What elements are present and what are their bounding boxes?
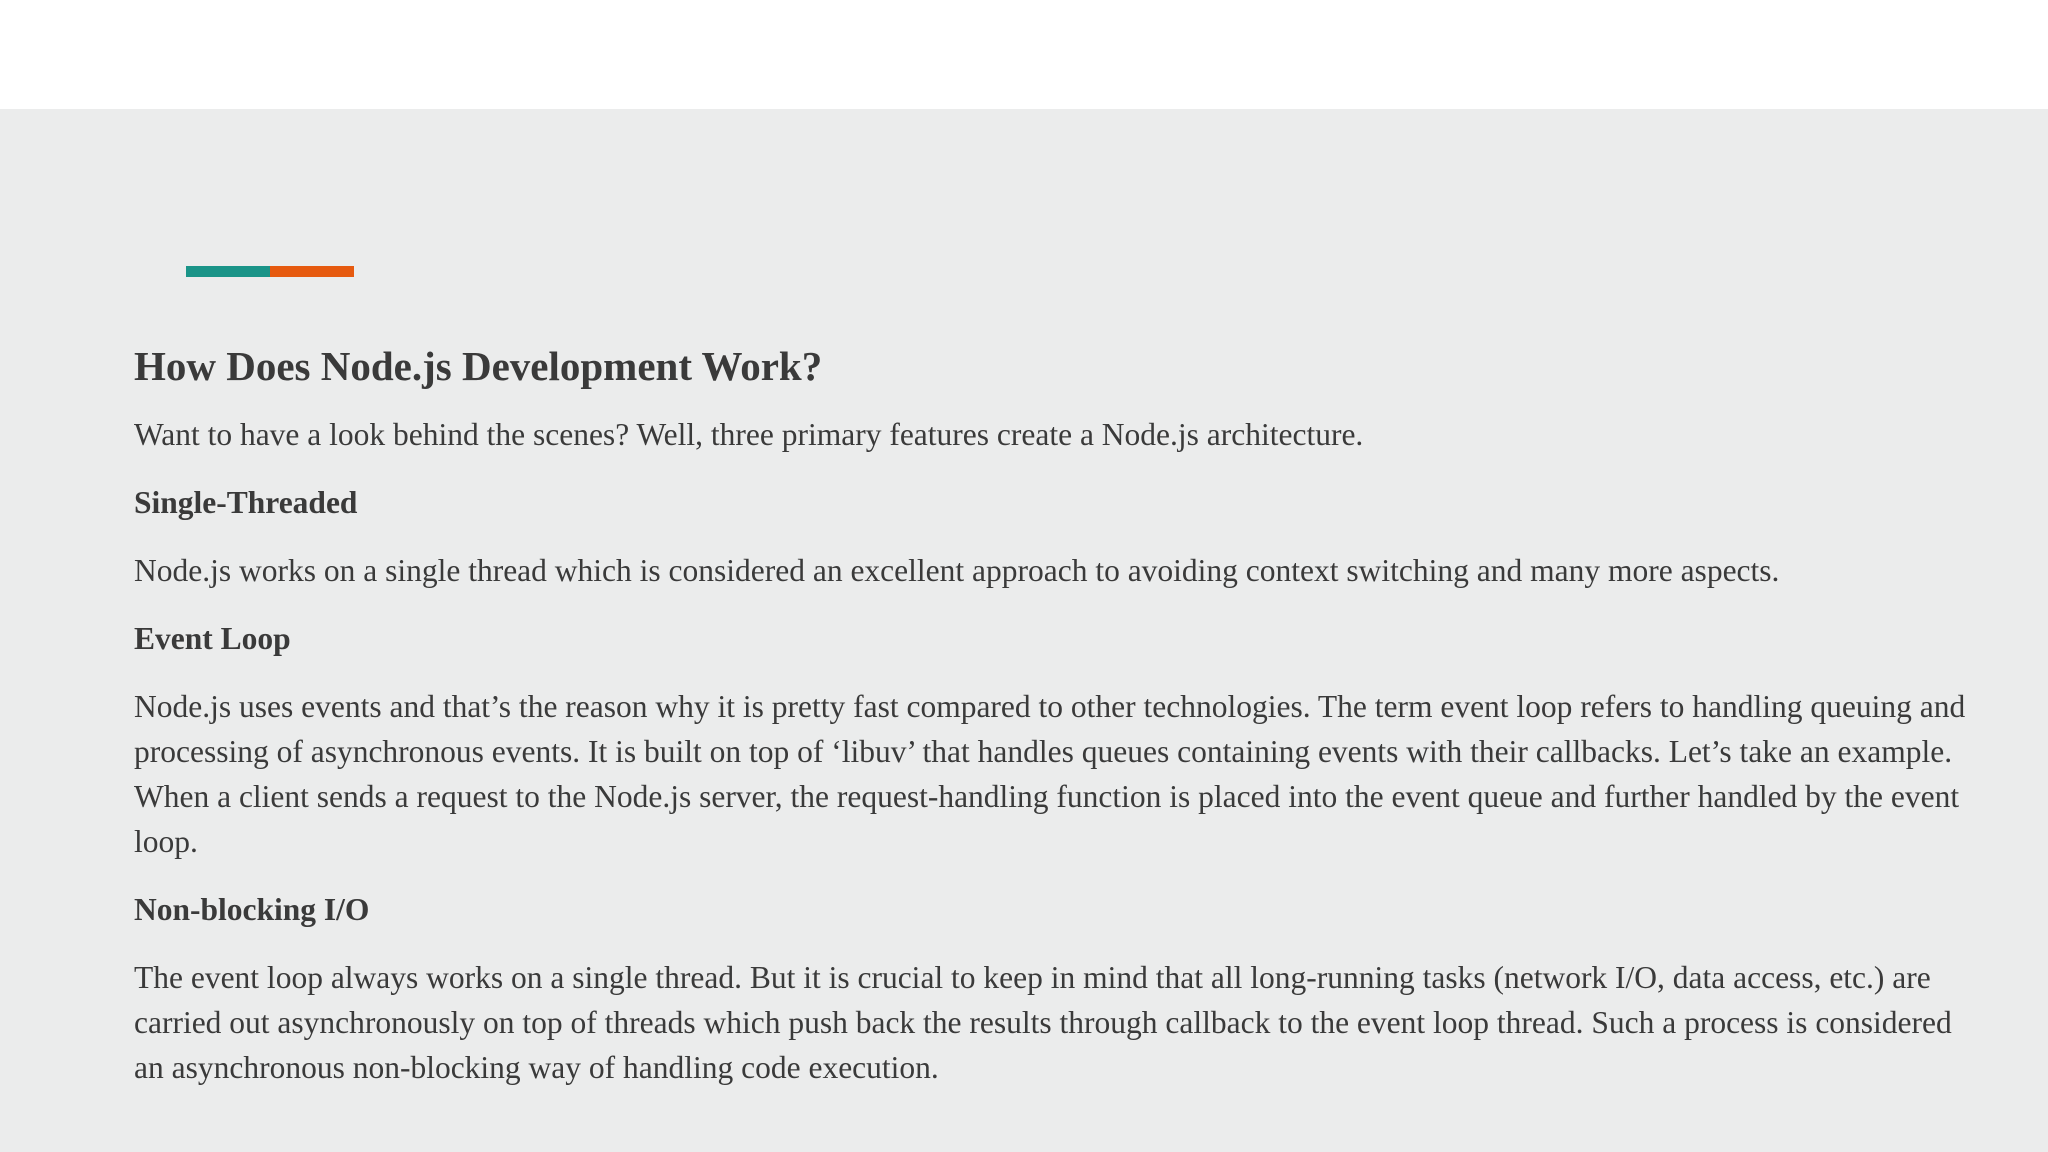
slide-title: How Does Node.js Development Work? xyxy=(134,343,823,389)
section-heading-non-blocking-io: Non-blocking I/O xyxy=(134,892,370,927)
top-band xyxy=(0,0,2048,109)
section-body-single-threaded: Node.js works on a single thread which is considered an excellent approach to avoiding context switching and many more aspects. xyxy=(134,553,1780,588)
section-heading-single-threaded: Single-Threaded xyxy=(134,485,358,520)
slide-content xyxy=(134,338,1984,1090)
section-heading-event-loop: Event Loop xyxy=(134,621,291,656)
accent-bar-orange xyxy=(270,266,354,277)
section-body-non-blocking-io: The event loop always works on a single thread. But it is crucial to keep in mind that all long-running tasks (network I/O, data access, etc.) are carried out asynchronously on top of threads which push back the results through callback to the event loop thread. Such a process is considered an asynchronous non-blocking way of handling code execution. xyxy=(134,960,1952,1085)
section-body-event-loop: Node.js uses events and that’s the reason why it is pretty fast compared to other technologies. The term event loop refers to handling queuing and processing of asynchronous events. It is built on top of ‘libuv’ that handles queues containing events with their callbacks. Let’s take an example. When a client sends a request to the Node.js server, the request-handling function is placed into the event queue and further handled by the event loop. xyxy=(134,689,1966,859)
accent-bar-teal xyxy=(186,266,270,277)
intro-paragraph: Want to have a look behind the scenes? Well, three primary features create a Node.js architecture. xyxy=(134,417,1364,452)
